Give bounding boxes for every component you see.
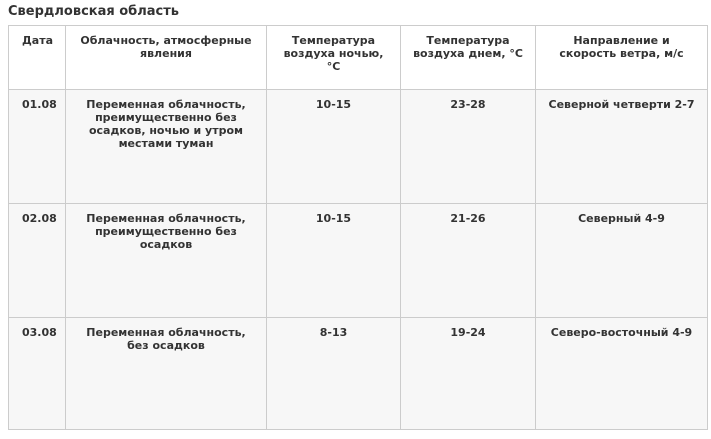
day-temp-cell: 19-24 [401,318,536,430]
header-day-temp: Температура воздуха днем, °C [401,26,536,90]
header-wind: Направление и скорость ветра, м/с [536,26,708,90]
date-cell: 03.08 [9,318,66,430]
region-title: Свердловская область [8,4,180,19]
wind-cell: Северный 4-9 [536,204,708,318]
table-row [9,90,708,204]
table-row [9,318,708,430]
day-temp-cell: 21-26 [401,204,536,318]
table-header [9,26,708,90]
date-cell: 02.08 [9,204,66,318]
cloudiness-cell: Переменная облачность, преимущественно без осадков, ночью и утром местами туман [66,90,267,204]
cloudiness-cell: Переменная облачность, преимущественно без осадков [66,204,267,318]
wind-cell: Северо-восточный 4-9 [536,318,708,430]
header-row [9,26,708,90]
night-temp-cell: 8-13 [267,318,401,430]
day-temp-cell: 23-28 [401,90,536,204]
cloudiness-cell: Переменная облачность, без осадков [66,318,267,430]
header-cloudiness: Облачность, атмосферные явления [66,26,267,90]
date-cell: 01.08 [9,90,66,204]
weather-forecast-table [8,25,708,430]
header-night-temp: Температура воздуха ночью, °C [267,26,401,90]
night-temp-cell: 10-15 [267,90,401,204]
header-date: Дата [9,26,66,90]
night-temp-cell: 10-15 [267,204,401,318]
table-row [9,204,708,318]
table-body [9,90,708,430]
wind-cell: Северной четверти 2-7 [536,90,708,204]
